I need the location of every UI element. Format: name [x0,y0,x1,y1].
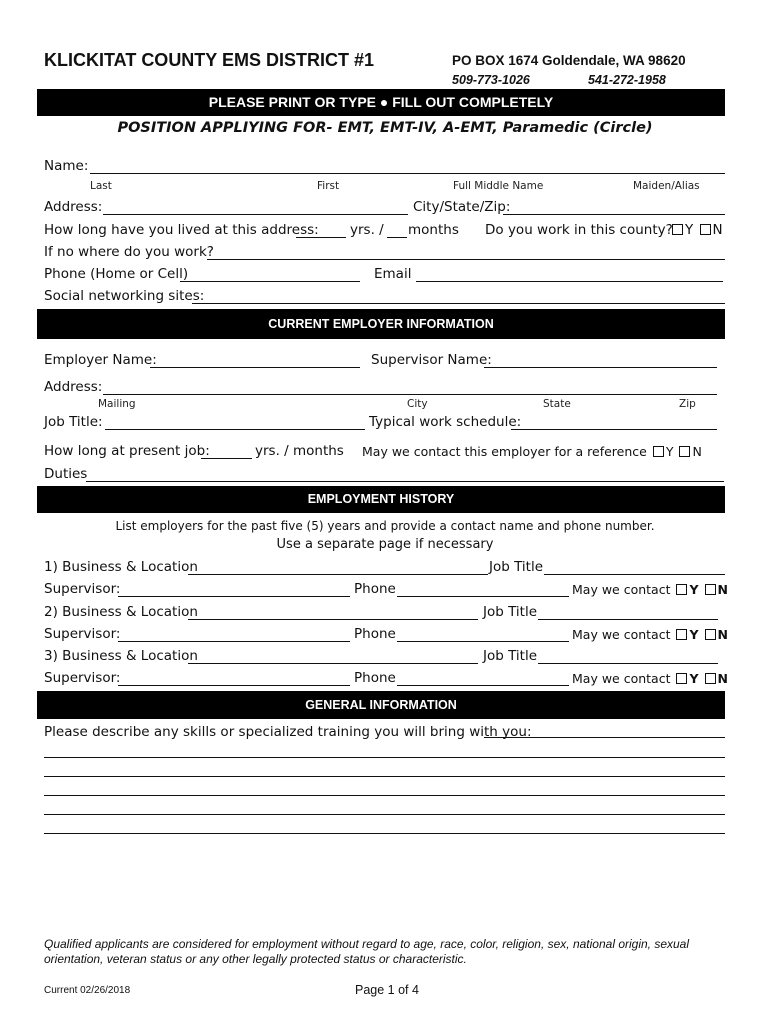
current-employer-heading [37,309,725,339]
address-field[interactable] [103,214,408,215]
name-sub-middle: Full Middle Name [453,180,544,192]
skills-field-3[interactable] [44,776,725,777]
work-county-no-checkbox[interactable] [700,224,711,235]
present-job-units: yrs. / months [255,443,344,459]
history-3-phone-field[interactable] [397,685,569,686]
citystatezip-label: City/State/Zip: [413,199,511,215]
reference-contact-text: May we contact this employer for a reference [362,444,647,459]
work-county-no-label: N [712,222,723,238]
work-schedule-label: Typical work schedule: [369,414,522,430]
work-schedule-field[interactable] [511,429,717,430]
skills-field-6[interactable] [44,833,725,834]
skills-field-5[interactable] [44,814,725,815]
history-1-jobtitle-field[interactable] [544,574,725,575]
current-employer-heading-text: CURRENT EMPLOYER INFORMATION [268,317,494,331]
ifno-work-field[interactable] [207,259,725,260]
org-phone-2: 541-272-1958 [588,73,666,87]
job-title-field[interactable] [105,429,365,430]
history-2-contact-label: May we contact [572,627,671,642]
employer-sub-state: State [543,398,571,410]
history-1-phone-field[interactable] [397,596,569,597]
history-3-contact [572,671,728,686]
history-3-supervisor-label: Supervisor: [44,670,121,686]
history-3-contact-label: May we contact [572,671,671,686]
work-county-label: Do you work in this county? [485,222,673,238]
history-1-yes-label: Y [689,582,699,597]
employer-name-field[interactable] [150,367,360,368]
history-1-no-checkbox[interactable] [705,584,716,595]
history-1-business-label: 1) Business & Location [44,559,198,575]
history-2-jobtitle-field[interactable] [538,619,718,620]
job-title-label: Job Title: [44,414,103,430]
employment-history-heading-text: EMPLOYMENT HISTORY [307,492,455,506]
history-2-phone-label: Phone [354,626,396,642]
history-3-phone-label: Phone [354,670,396,686]
employer-address-label: Address: [44,379,103,395]
history-3-business-label: 3) Business & Location [44,648,198,664]
history-1-supervisor-field[interactable] [118,596,350,597]
org-phone-1: 509-773-1026 [452,73,530,87]
phone-label: Phone (Home or Cell) [44,266,189,282]
name-label: Name: [44,158,89,174]
skills-label: Please describe any skills or specialized training you will bring with you: [44,724,532,740]
reference-no-checkbox[interactable] [679,446,690,457]
history-2-phone-field[interactable] [397,641,569,642]
social-field[interactable] [192,303,725,304]
citystatezip-field[interactable] [503,214,725,215]
skills-field-4[interactable] [44,795,725,796]
history-3-yes-label: Y [689,671,699,686]
skills-field-2[interactable] [44,757,725,758]
name-sub-first: First [317,180,340,192]
employer-address-field[interactable] [103,394,717,395]
address-label: Address: [44,199,103,215]
employer-sub-mailing: Mailing [98,398,136,410]
footer-page-number: Page 1 of 4 [355,983,419,997]
skills-field-1[interactable] [484,737,725,738]
work-county-yn [670,222,723,238]
reference-yes-checkbox[interactable] [653,446,664,457]
history-instruction-2: Use a separate page if necessary [276,537,494,552]
name-sub-last: Last [90,180,112,192]
history-1-jobtitle-label: Job Title [489,559,544,575]
history-2-business-field[interactable] [188,619,478,620]
work-county-yes-label: Y [685,222,694,238]
social-label: Social networking sites: [44,288,205,304]
history-2-yes-checkbox[interactable] [676,629,687,640]
howlong-months-field[interactable] [387,237,407,238]
general-information-heading [37,691,725,719]
history-1-phone-label: Phone [354,581,396,597]
employer-name-label: Employer Name: [44,352,157,368]
history-3-no-checkbox[interactable] [705,673,716,684]
history-1-supervisor-label: Supervisor: [44,581,121,597]
history-3-supervisor-field[interactable] [118,685,350,686]
work-county-yes-checkbox[interactable] [672,224,683,235]
howlong-yrs-label: yrs. / [350,222,384,238]
reference-no-label: N [692,444,702,459]
history-2-no-label: N [717,627,728,642]
org-address: PO BOX 1674 Goldendale, WA 98620 [452,53,686,68]
history-2-supervisor-field[interactable] [118,641,350,642]
history-instruction-1: List employers for the past five (5) years and provide a contact name and phone number. [115,519,655,533]
history-1-yes-checkbox[interactable] [676,584,687,595]
history-3-jobtitle-field[interactable] [538,663,718,664]
history-3-business-field[interactable] [188,663,478,664]
general-information-heading-text: GENERAL INFORMATION [305,698,457,712]
history-3-no-label: N [717,671,728,686]
howlong-years-field[interactable] [296,237,346,238]
history-3-jobtitle-label: Job Title [483,648,538,664]
howlong-address-label: How long have you lived at this address: [44,222,319,238]
history-2-yes-label: Y [689,627,699,642]
history-1-business-field[interactable] [188,574,488,575]
employer-sub-zip: Zip [679,398,696,410]
history-1-no-label: N [717,582,728,597]
history-2-jobtitle-label: Job Title [483,604,538,620]
footer-current-date: Current 02/26/2018 [44,985,131,996]
howlong-months-label: months [408,222,459,238]
employer-sub-city: City [407,398,428,410]
history-3-yes-checkbox[interactable] [676,673,687,684]
phone-field[interactable] [180,281,360,282]
history-1-contact [572,582,728,597]
instructions-banner [37,89,725,116]
duties-label: Duties [44,466,88,482]
position-applying-line: POSITION APPLIYING FOR- EMT, EMT-IV, A-EMT, Paramedic (Circle) [117,120,653,136]
history-2-business-label: 2) Business & Location [44,604,198,620]
name-sub-maiden: Maiden/Alias [633,180,700,192]
email-field[interactable] [416,281,723,282]
email-label: Email [374,266,412,282]
present-job-years-field[interactable] [201,458,252,459]
history-1-contact-label: May we contact [572,582,671,597]
employment-history-heading [37,486,725,513]
present-job-label: How long at present job: [44,443,210,459]
history-2-supervisor-label: Supervisor: [44,626,121,642]
duties-field[interactable] [86,481,724,482]
eeo-disclaimer: Qualified applicants are considered for employment without regard to age, race, color, religion, sex, national origin, sexual orientation, veteran status or any other legally protected status or characteristic. [44,937,690,966]
history-2-contact [572,627,728,642]
supervisor-name-label: Supervisor Name: [371,352,492,368]
org-title: KLICKITAT COUNTY EMS DISTRICT #1 [44,50,375,70]
supervisor-name-field[interactable] [484,367,717,368]
name-field[interactable] [90,173,725,174]
reference-contact-label [362,444,702,459]
history-2-no-checkbox[interactable] [705,629,716,640]
reference-yes-label: Y [665,444,674,459]
ifno-work-label: If no where do you work? [44,244,214,260]
instructions-banner-text: PLEASE PRINT OR TYPE ● FILL OUT COMPLETELY [208,94,554,110]
